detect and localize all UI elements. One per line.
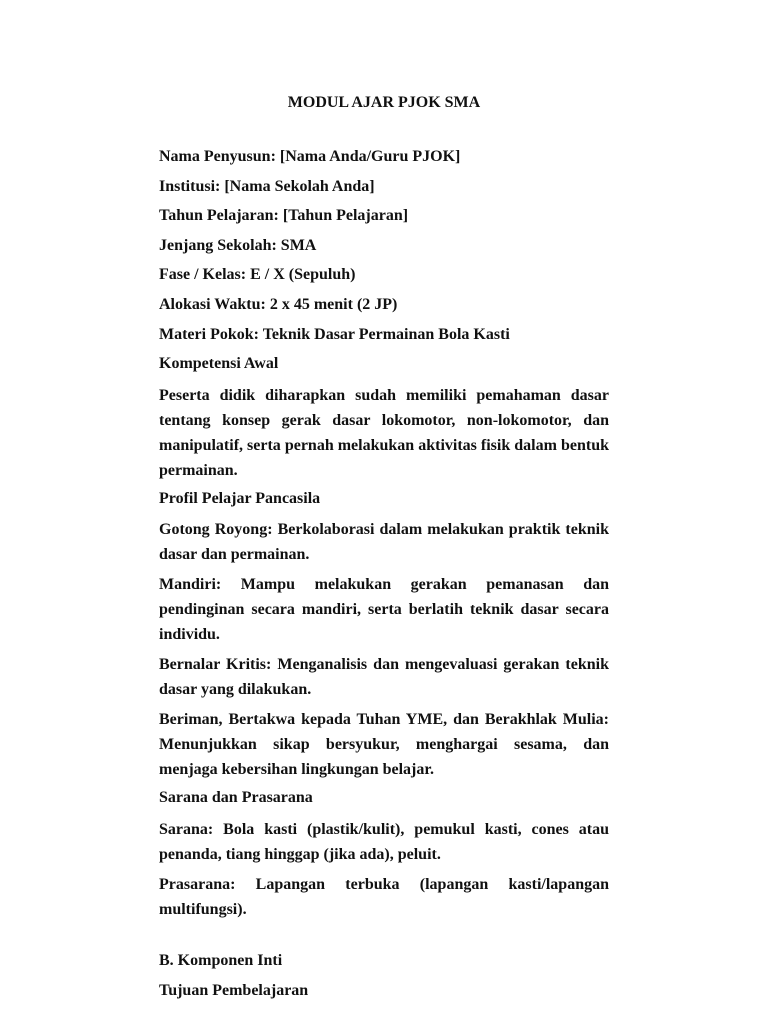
- heading-tujuan-pembelajaran: Tujuan Pembelajaran: [159, 981, 309, 999]
- info-institusi: Institusi: [Nama Sekolah Anda]: [159, 177, 375, 195]
- info-penyusun: Nama Penyusun: [Nama Anda/Guru PJOK]: [159, 148, 461, 165]
- profil-beriman: Beriman, Bertakwa kepada Tuhan YME, dan Berakhlak Mulia: Menunjukkan sikap bersyukur, menghargai sesama, dan menjaga kebersihan lingkungan belajar.: [159, 711, 609, 779]
- document-body: [159, 92, 609, 1009]
- profil-mandiri: Mandiri: Mampu melakukan gerakan pemanasan dan pendinginan secara mandiri, serta berlatih teknik dasar secara individu.: [159, 576, 609, 644]
- heading-profil-pelajar: Profil Pelajar Pancasila: [159, 489, 321, 507]
- profil-gotong-royong: Gotong Royong: Berkolaborasi dalam melakukan praktik teknik dasar dan permainan.: [159, 521, 609, 564]
- info-tahun-pelajaran: Tahun Pelajaran: [Tahun Pelajaran]: [159, 207, 409, 225]
- info-alokasi-waktu: Alokasi Waktu: 2 x 45 menit (2 JP): [159, 295, 398, 313]
- heading-kompetensi-awal: Kompetensi Awal: [159, 355, 279, 373]
- info-jenjang: Jenjang Sekolah: SMA: [159, 236, 317, 254]
- info-fase-kelas: Fase / Kelas: E / X (Sepuluh): [159, 266, 356, 284]
- kompetensi-awal-paragraph: Peserta didik diharapkan sudah memiliki pemahaman dasar tentang konsep gerak dasar lokomotor, non-lokomotor, dan manipulatif, serta pernah melakukan aktivitas fisik dalam bentuk permainan.: [159, 386, 609, 479]
- info-materi-pokok: Materi Pokok: Teknik Dasar Permainan Bola Kasti: [159, 325, 510, 343]
- prasarana-paragraph: Prasarana: Lapangan terbuka (lapangan kasti/lapangan multifungsi).: [159, 875, 609, 918]
- profil-bernalar-kritis: Bernalar Kritis: Menganalisis dan mengevaluasi gerakan teknik dasar yang dilakukan.: [159, 656, 609, 699]
- heading-sarana-prasarana: Sarana dan Prasarana: [159, 789, 313, 807]
- sarana-paragraph: Sarana: Bola kasti (plastik/kulit), pemukul kasti, cones atau penanda, tiang hinggap (jika ada), peluit.: [159, 820, 609, 863]
- heading-komponen-inti: B. Komponen Inti: [159, 951, 283, 969]
- section-spacer: [159, 927, 609, 950]
- document-title: MODUL AJAR PJOK SMA: [287, 94, 481, 111]
